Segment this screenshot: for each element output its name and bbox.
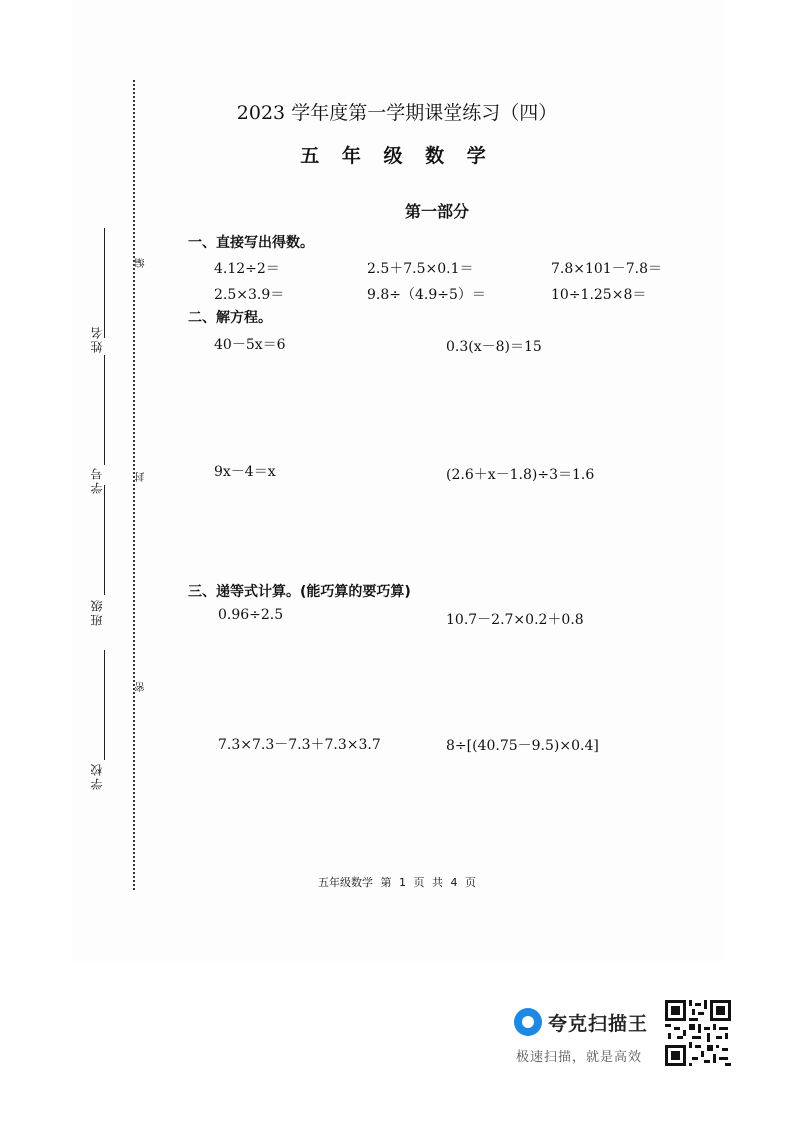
scanner-brand — [514, 1008, 648, 1036]
s1-item-1: 4.12÷2＝ — [214, 261, 280, 277]
student-id-label: 学号 — [90, 466, 104, 494]
s1-item-2: 2.5＋7.5×0.1＝ — [367, 261, 474, 277]
s2-item-3: 9x－4＝x — [214, 464, 276, 480]
exam-subtitle: 五 年 级 数 学 — [300, 145, 494, 167]
seal-char-2: 封 — [136, 470, 147, 482]
school-fill-line — [104, 650, 105, 760]
section-3-heading: 三、递等式计算。(能巧算的要巧算) — [188, 584, 411, 600]
s2-item-2: 0.3(x－8)＝15 — [446, 339, 542, 355]
class-label: 班级 — [90, 598, 104, 626]
school-label: 学校 — [90, 762, 104, 790]
s1-item-5: 9.8÷（4.9÷5）＝ — [367, 287, 486, 303]
s3-item-3: 7.3×7.3－7.3＋7.3×3.7 — [218, 737, 381, 753]
s3-item-1: 0.96÷2.5 — [218, 607, 284, 623]
s3-item-2: 10.7－2.7×0.2＋0.8 — [446, 612, 584, 628]
part-heading: 第一部分 — [404, 202, 469, 221]
quark-logo-icon — [514, 1008, 542, 1036]
qr-code-icon — [665, 1000, 731, 1066]
s3-item-4: 8÷[(40.75－9.5)×0.4] — [446, 738, 599, 754]
s2-item-4: (2.6＋x－1.8)÷3＝1.6 — [446, 467, 595, 483]
exam-title: 2023 学年度第一学期课堂练习（四） — [236, 102, 558, 124]
page-footer: 五年级数学 第 1 页 共 4 页 — [318, 876, 476, 889]
s1-item-3: 7.8×101－7.8＝ — [551, 261, 662, 277]
seal-char-3: 密 — [136, 680, 147, 692]
scanner-brand-name: 夸克扫描王 — [548, 1012, 649, 1035]
name-fill-line — [104, 228, 105, 338]
s2-item-1: 40－5x＝6 — [214, 337, 286, 353]
class-fill-line — [104, 485, 105, 595]
section-1-heading: 一、直接写出得数。 — [188, 235, 314, 251]
name-label: 姓名 — [90, 325, 104, 353]
student-id-fill-line — [104, 355, 105, 465]
s1-item-6: 10÷1.25×8＝ — [551, 287, 647, 303]
section-2-heading: 二、解方程。 — [188, 310, 272, 326]
scanner-slogan: 极速扫描，就是高效 — [516, 1050, 643, 1065]
seal-char-1: 编 — [136, 256, 147, 268]
s1-item-4: 2.5×3.9＝ — [214, 287, 285, 303]
